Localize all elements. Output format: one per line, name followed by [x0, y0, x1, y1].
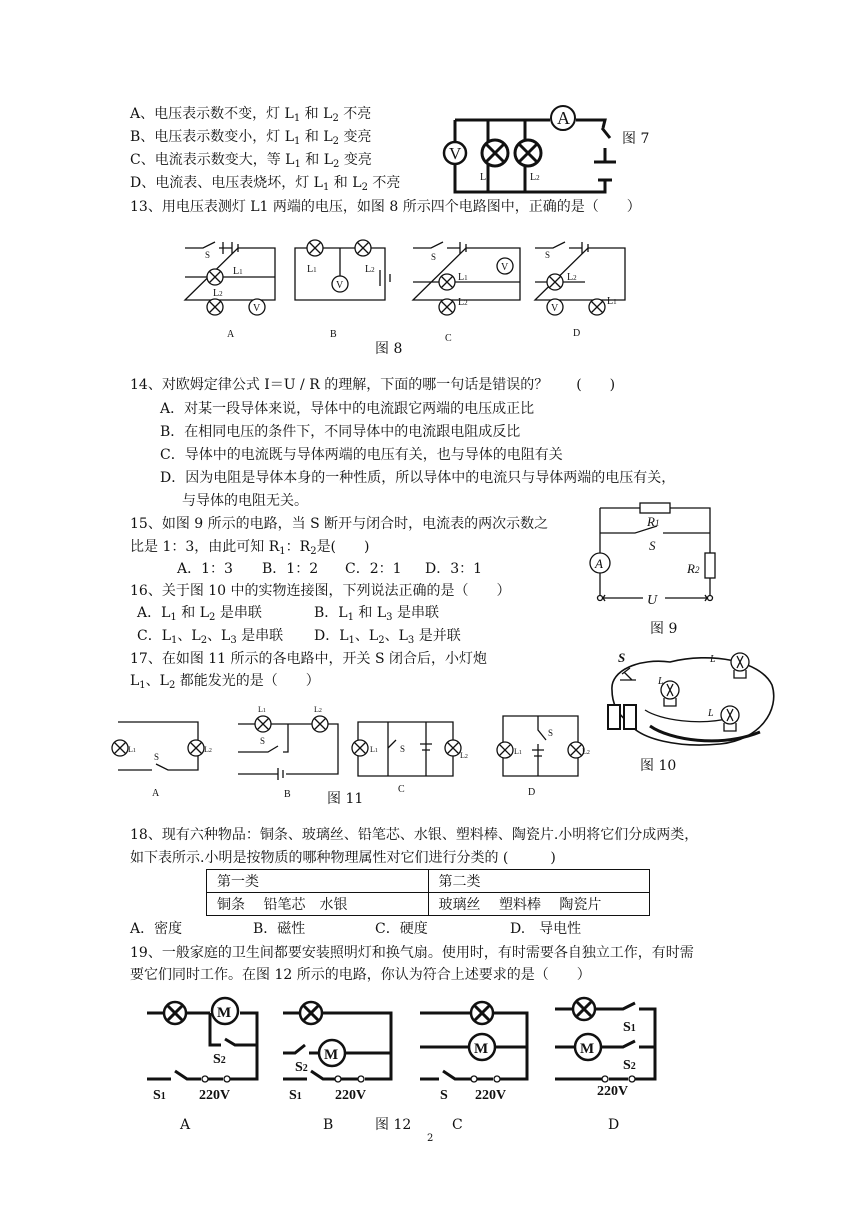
svg-text:S: S [205, 250, 211, 260]
svg-text:S: S [154, 752, 160, 762]
svg-text:S1: S1 [623, 1020, 636, 1035]
svg-text:S: S [400, 744, 406, 754]
svg-text:L2: L2 [204, 745, 212, 754]
q18-option-a: A．密度 [130, 921, 183, 937]
svg-text:L2: L2 [530, 172, 540, 183]
svg-text:V: V [336, 280, 344, 291]
q14-option-a: A．对某一段导体来说，导体中的电流跟它两端的电压成正比 [160, 401, 535, 417]
svg-text:A: A [152, 788, 160, 799]
q15-option-b: B．1：2 [262, 561, 319, 577]
q14-option-d-continued: 与导体的电阻无关。 [182, 493, 308, 509]
svg-text:L1: L1 [607, 296, 617, 307]
figure-11-caption: 图 11 [327, 791, 364, 807]
svg-text:R2: R2 [687, 561, 700, 576]
page-number: 2 [427, 1133, 434, 1144]
svg-text:A: A [227, 329, 235, 340]
table-cell: 玻璃丝 塑料棒 陶瓷片 [428, 893, 650, 916]
svg-text:S2: S2 [213, 1052, 226, 1067]
svg-text:C: C [398, 784, 405, 795]
figure-12-label-a: A [180, 1117, 191, 1133]
svg-text:L2: L2 [213, 288, 223, 299]
q14-option-d: D．因为电阻是导体本身的一种性质，所以导体中的电流只与导体两端的电压有关， [160, 470, 676, 486]
q16-option-b: B．$L_1$ 和 $L_3$ 是串联 [314, 605, 439, 623]
svg-text:D: D [573, 328, 581, 339]
q19-line1: 19、一般家庭的卫生间都要安装照明灯和换气扇。使用时，有时需要各自独立工作，有时需 [130, 945, 694, 961]
q18-line1: 18、现有六种物品：铜条、玻璃丝、铅笔芯、水银、塑料棒、陶瓷片.小明将它们分成两类， [130, 827, 699, 843]
q18-line2: 如下表所示.小明是按物质的哪种物理属性对它们进行分类的 ( ) [130, 850, 556, 866]
svg-text:L: L [658, 676, 664, 687]
figure-10-sketch [600, 640, 780, 752]
svg-text:L2: L2 [458, 297, 468, 308]
q18-option-b: B．磁性 [253, 921, 306, 937]
q14-option-c: C．导体中的电流既与导体两端的电压有关，也与导体的电阻有关 [160, 447, 563, 463]
figure-12-label-c: C [452, 1117, 463, 1133]
svg-text:V: V [253, 303, 261, 314]
q17-line2: $L_1$、$L_2$ 都能发光的是（ ） [130, 673, 320, 691]
svg-text:D: D [528, 787, 536, 798]
q15-option-d: D．3：1 [425, 561, 483, 577]
voltmeter-symbol: V [449, 144, 462, 163]
svg-text:L1: L1 [128, 745, 136, 754]
q15-option-a: A．1：3 [177, 561, 233, 577]
q16-stem: 16、关于图 10 中的实物连接图，下列说法正确的是（ ） [130, 583, 511, 599]
svg-text:M: M [324, 1047, 339, 1063]
svg-text:S: S [618, 650, 626, 665]
svg-text:S: S [440, 1088, 448, 1103]
svg-text:L2: L2 [314, 705, 322, 714]
svg-text:L1: L1 [258, 705, 266, 714]
svg-text:M: M [580, 1041, 595, 1057]
svg-text:M: M [217, 1005, 232, 1021]
q14-stem: 14、对欧姆定律公式 I＝U / R 的理解，下面的哪一句话是错误的？ ( ) [130, 377, 616, 393]
q16-option-d: D．$L_1$、$L_2$、$L_3$ 是并联 [314, 628, 461, 646]
svg-text:L1: L1 [370, 745, 378, 754]
classification-table [206, 869, 650, 916]
figure-12-circuits [135, 995, 695, 1110]
svg-text:S2: S2 [623, 1058, 636, 1073]
svg-text:U: U [647, 593, 658, 608]
svg-text:220V: 220V [597, 1084, 629, 1099]
svg-text:S1: S1 [289, 1088, 302, 1103]
svg-text:L1: L1 [233, 266, 243, 277]
svg-text:L1: L1 [307, 264, 317, 275]
figure-12-caption: 图 12 [375, 1117, 412, 1133]
svg-text:V: V [551, 303, 559, 314]
svg-text:S: S [545, 250, 551, 260]
svg-text:S: S [260, 736, 266, 746]
svg-text:S: S [548, 728, 554, 738]
svg-text:220V: 220V [199, 1088, 231, 1103]
figure-12-label-b: B [323, 1117, 334, 1133]
q19-line2: 要它们同时工作。在图 12 所示的电路，你认为符合上述要求的是（ ） [130, 967, 591, 983]
svg-text:L1: L1 [480, 172, 490, 183]
table-cell: 铜条 铅笔芯 水银 [207, 893, 429, 916]
figure-9-circuit [585, 498, 725, 608]
figure-8-caption: 图 8 [375, 341, 403, 357]
svg-text:L: L [708, 708, 714, 719]
table-row [207, 893, 650, 916]
figure-10-caption: 图 10 [640, 758, 677, 774]
q15-line2: 比是 1：3，由此可知 $R_1$：$R_2$是( ) [130, 539, 370, 557]
svg-text:B: B [330, 329, 337, 340]
svg-text:B: B [284, 789, 291, 800]
table-header-cell: 第一类 [207, 870, 429, 893]
q13-stem: 13、用电压表测灯 L1 两端的电压，如图 8 所示四个电路图中，正确的是（ ） [130, 199, 641, 215]
q16-option-c: C．$L_1$、$L_2$、$L_3$ 是串联 [137, 628, 284, 646]
figure-7-circuit [430, 98, 620, 198]
q12-option-a: A、电压表示数不变，灯 $L_1$ 和 $L_2$ 不亮 [130, 106, 372, 124]
figure-7-caption: 图 7 [622, 131, 650, 147]
q15-line1: 15、如图 9 所示的电路，当 S 断开与闭合时，电流表的两次示数之 [130, 516, 549, 532]
svg-text:S1: S1 [153, 1088, 166, 1103]
svg-text:A: A [595, 556, 603, 571]
figure-11-circuits [108, 700, 588, 800]
svg-text:L2: L2 [582, 747, 590, 756]
svg-text:S: S [649, 538, 656, 553]
q12-option-b: B、电压表示数变小，灯 $L_1$ 和 $L_2$ 变亮 [130, 129, 372, 147]
figure-12-label-d: D [608, 1117, 620, 1133]
svg-text:L1: L1 [458, 272, 468, 283]
table-header-cell: 第二类 [428, 870, 650, 893]
q18-option-d: D. 导电性 [510, 921, 582, 937]
svg-text:C: C [445, 333, 452, 344]
svg-text:L2: L2 [460, 751, 468, 760]
q12-option-c: C、电流表示数变大，等 $L_1$ 和 $L_2$ 变亮 [130, 152, 372, 170]
q18-option-c: C．硬度 [375, 921, 428, 937]
svg-text:L2: L2 [567, 272, 577, 283]
svg-text:V: V [501, 262, 509, 273]
svg-text:R1: R1 [647, 514, 660, 529]
q15-option-c: C．2：1 [345, 561, 402, 577]
q16-option-a: A．$L_1$ 和 $L_2$ 是串联 [137, 605, 262, 623]
q17-line1: 17、在如图 11 所示的各电路中，开关 S 闭合后，小灯炮 [130, 651, 488, 667]
q12-option-d: D、电流表、电压表烧坏，灯 $L_1$ 和 $L_2$ 不亮 [130, 175, 401, 193]
ammeter-symbol: A [557, 108, 570, 128]
svg-text:M: M [474, 1041, 489, 1057]
q14-option-b: B．在相同电压的条件下，不同导体中的电流跟电阻成反比 [160, 424, 521, 440]
svg-text:L1: L1 [514, 747, 522, 756]
table-header-row [207, 870, 650, 893]
figure-9-caption: 图 9 [650, 621, 678, 637]
svg-text:L: L [710, 654, 716, 665]
figure-8-circuits [175, 232, 635, 347]
svg-text:220V: 220V [335, 1088, 367, 1103]
svg-text:L2: L2 [365, 264, 375, 275]
svg-text:S2: S2 [295, 1060, 308, 1075]
svg-text:220V: 220V [475, 1088, 507, 1103]
svg-text:S: S [431, 252, 437, 262]
